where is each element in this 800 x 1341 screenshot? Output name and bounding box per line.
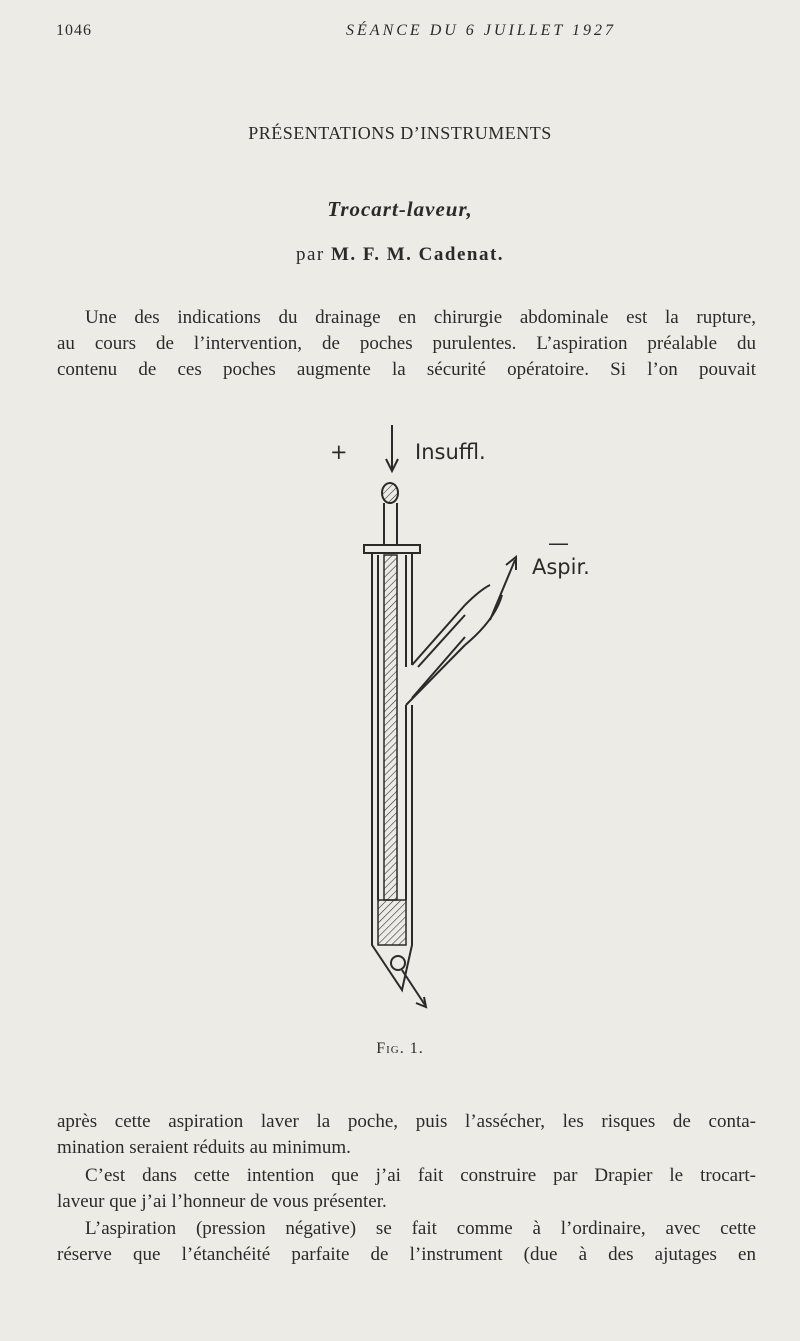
trocar-drawing (320, 415, 640, 1025)
section-title: PRÉSENTATIONS D’INSTRUMENTS (248, 123, 552, 143)
author-name: M. F. M. Cadenat. (330, 244, 505, 265)
minus-sign: — (548, 531, 569, 555)
paragraph-2-line-2: laveur que j’ai l’honneur de vous présenter. (57, 1191, 387, 1212)
page-number: 1046 (56, 22, 92, 39)
journal-title: SÉANCE DU 6 JUILLET 1927 (346, 22, 616, 39)
byline-prefix: par (295, 244, 325, 265)
article-title: Trocart-laveur, (327, 197, 473, 221)
paragraph-intro-line-1: Une des indications du drainage en chirurgie abdominale est la rupture, (85, 307, 756, 328)
figure-caption (0, 1040, 800, 1058)
aspiration-label: Aspir. (532, 555, 590, 579)
paragraph-2-line-1: C’est dans cette intention que j’ai fait construire par Drapier le trocart- (85, 1165, 756, 1186)
plus-sign: + (330, 440, 348, 464)
figure-caption-text: Fig. 1. (376, 1040, 424, 1057)
insufflation-label: Insuffl. (415, 440, 486, 464)
paragraph-intro-line-2: au cours de l’intervention, de poches purulentes. L’aspiration préalable du (57, 333, 756, 354)
paragraph-intro-line-3: contenu de ces poches augmente la sécurité opératoire. Si l’on pouvait (57, 359, 756, 380)
paragraph-3-line-1: L’aspiration (pression négative) se fait comme à l’ordinaire, avec cette (85, 1218, 756, 1239)
trocar-figure (320, 415, 640, 1025)
paragraph-1-line-2: mination seraient réduits au minimum. (57, 1137, 351, 1158)
paragraph-1-line-1: après cette aspiration laver la poche, puis l’assécher, les risques de conta- (57, 1111, 756, 1132)
byline (0, 244, 800, 266)
paragraph-3-line-2: réserve que l’étanchéité parfaite de l’instrument (due à des ajutages en (57, 1244, 756, 1265)
